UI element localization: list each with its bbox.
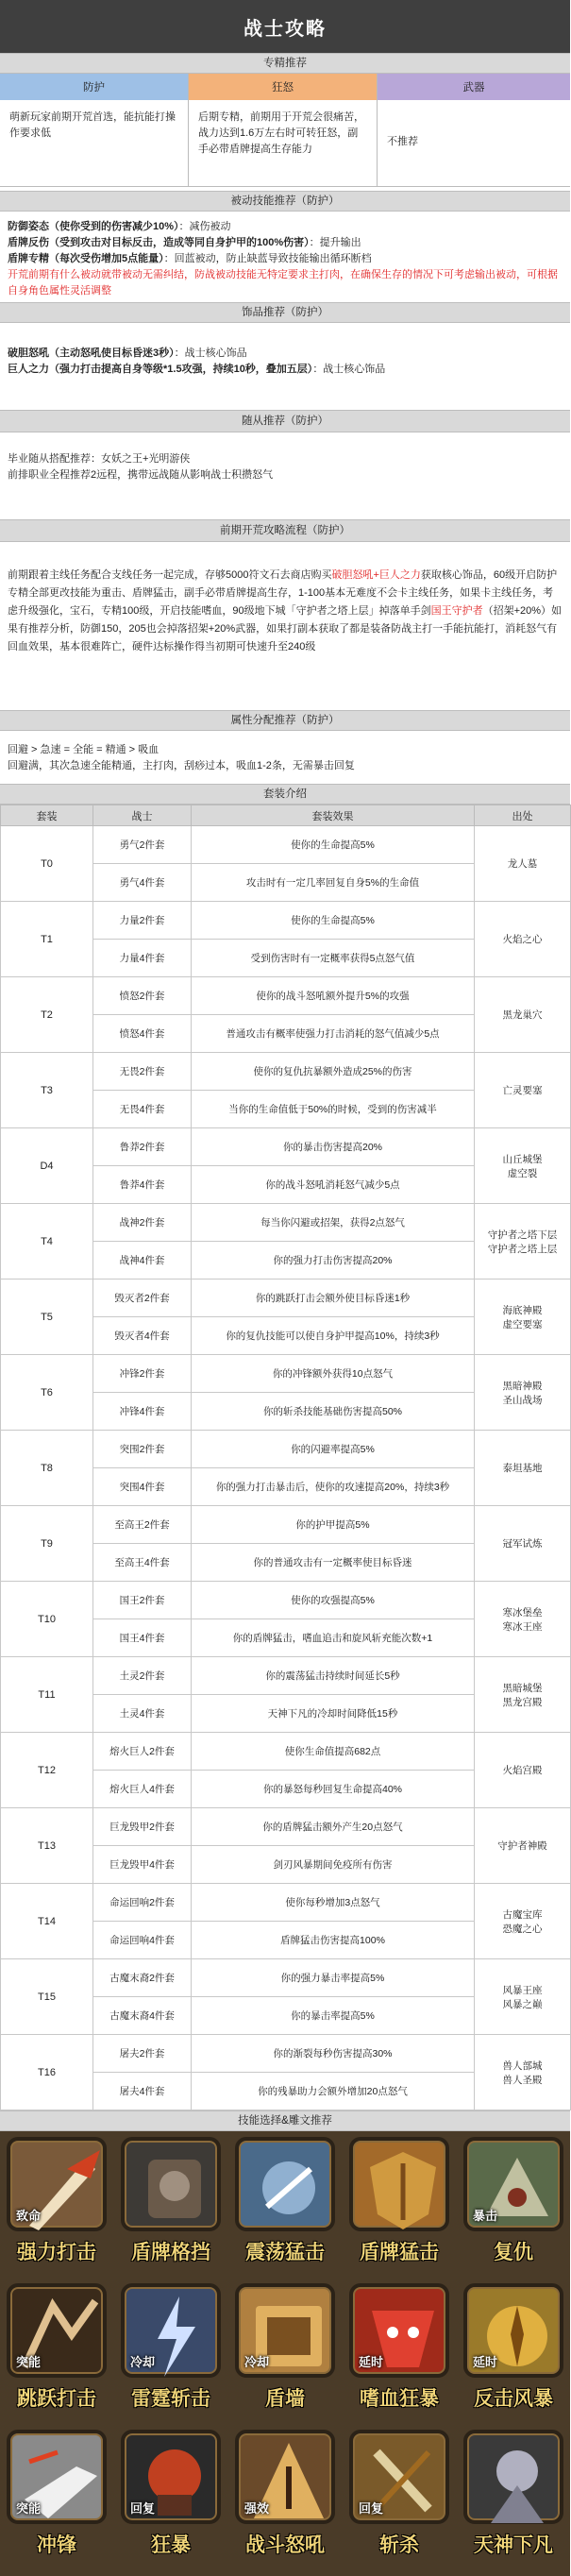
skill-item xyxy=(2,2430,111,2576)
talent-arms-label: 武器 xyxy=(378,74,570,100)
battle-shout-icon xyxy=(235,2430,335,2524)
set-effect: 你的冲锋额外获得10点怒气 xyxy=(192,1355,475,1393)
set-effect: 受到伤害时有一定概率获得5点怒气值 xyxy=(192,940,475,977)
table-row xyxy=(1,1355,571,1393)
set-tier: T6 xyxy=(1,1355,93,1431)
passive-note: 开荒前期有什么被动就带被动无需纠结，防战被动技能无特定要求主打肉，在确保生存的情况下可考虑输出被动，可根据自身角色属性灵活调整 xyxy=(8,269,558,297)
skill-name: 盾牌猛击 xyxy=(360,2242,439,2263)
set-piece: 战神4件套 xyxy=(93,1242,192,1280)
attributes-line: 回避满，其次急速全能精通，主打肉，刮痧过本，吸血1-2条，无需暴击回复 xyxy=(8,760,355,771)
set-effect: 你的护甲提高5% xyxy=(192,1506,475,1544)
set-source: 黑暗神殿 圣山战场 xyxy=(475,1355,571,1431)
set-effect: 你的暴击伤害提高20% xyxy=(192,1128,475,1166)
leveling-part: （招架+20%）如果有推荐分析，防御150，205也会掉落招架+20%武器，如果打副本获取了都是装备防战主打一手能抗能打，消耗怒气有回血效果，基本很难阵亡，硬件达标操作得当初期可快速升至240级 xyxy=(8,605,563,652)
follower-header: 随从推荐（防护） xyxy=(0,410,570,432)
set-source: 古魔宝库 恐魔之心 xyxy=(475,1884,571,1959)
sets-body xyxy=(1,826,571,2110)
table-row xyxy=(1,1506,571,1544)
leveling-header: 前期开荒攻略流程（防护） xyxy=(0,519,570,542)
set-tier: T3 xyxy=(1,1053,93,1128)
set-effect: 当你的生命值低于50%的时候，受到的伤害减半 xyxy=(192,1091,475,1128)
leveling-part: 获取核心饰品，60级开启防护专精全部更改技能为重击、盾牌猛击，副手必带盾牌提高生存，1-100基本无难度不会卡主线任务，如果卡主线任务，考虑升级强化，宝石，专精100级，开启技能嗜血，90级地下城「守护者之塔上层」掉落单手剑 xyxy=(8,569,558,617)
set-tier: T13 xyxy=(1,1808,93,1884)
sets-header-row xyxy=(1,805,571,826)
set-source: 冠军试炼 xyxy=(475,1506,571,1582)
set-piece: 熔火巨人4件套 xyxy=(93,1771,192,1808)
set-piece: 至高王2件套 xyxy=(93,1506,192,1544)
set-effect: 你的斩杀技能基础伤害提高50% xyxy=(192,1393,475,1431)
table-row xyxy=(1,1280,571,1317)
leap-icon xyxy=(7,2283,107,2378)
set-effect: 每当你闪避或招架，获得2点怒气 xyxy=(192,1204,475,1242)
set-tier: T1 xyxy=(1,902,93,977)
set-source: 泰坦基地 xyxy=(475,1431,571,1506)
set-effect: 使你生命值提高682点 xyxy=(192,1733,475,1771)
page-title: 战士攻略 xyxy=(0,0,570,53)
skill-glyph-tag: 暴击 xyxy=(473,2209,498,2223)
talent-protect-text: 萌新玩家前期开荒首选，能抗能打操作要求低 xyxy=(0,100,189,186)
set-effect: 你的盾牌猛击额外产生20点怒气 xyxy=(192,1808,475,1846)
set-piece: 命运回响4件套 xyxy=(93,1922,192,1959)
skill-name: 雷霆斩击 xyxy=(131,2388,210,2410)
skill-item xyxy=(459,2283,568,2430)
talent-header: 专精推荐 xyxy=(0,53,570,74)
set-piece: 屠夫4件套 xyxy=(93,2073,192,2110)
table-row xyxy=(1,2035,571,2073)
set-effect: 你的震荡猛击持续时间延长5秒 xyxy=(192,1657,475,1695)
set-piece: 古魔末裔4件套 xyxy=(93,1997,192,2035)
set-effect: 使你每秒增加3点怒气 xyxy=(192,1884,475,1922)
retaliation-icon xyxy=(463,2283,563,2378)
leveling-highlight: 破胆怒吼+巨人之力 xyxy=(331,569,421,581)
col-set: 套装 xyxy=(1,805,93,826)
skill-item xyxy=(116,2137,226,2283)
skill-glyph-tag: 突能 xyxy=(16,2501,42,2516)
set-effect: 你的暴击率提高5% xyxy=(192,1997,475,2035)
set-effect: 使你的复仇抗暴额外造成25%的伤害 xyxy=(192,1053,475,1091)
table-row xyxy=(1,1128,571,1166)
set-piece: 无畏4件套 xyxy=(93,1091,192,1128)
skill-glyph-tag: 延时 xyxy=(473,2355,498,2369)
set-piece: 战神2件套 xyxy=(93,1204,192,1242)
talent-columns xyxy=(0,74,570,100)
follower-line: 毕业随从搭配推荐：女妖之王+光明游侠 xyxy=(8,453,191,465)
skill-item xyxy=(230,2430,340,2576)
set-effect: 你的盾牌猛击，嗜血追击和旋风斩充能次数+1 xyxy=(192,1619,475,1657)
talent-fury-label: 狂怒 xyxy=(189,74,378,100)
set-tier: T4 xyxy=(1,1204,93,1280)
bloodrage-icon xyxy=(349,2283,449,2378)
set-source: 兽人部城 兽人圣殿 xyxy=(475,2035,571,2110)
skill-item xyxy=(2,2137,111,2283)
skill-row xyxy=(2,2137,568,2283)
set-piece: 国王4件套 xyxy=(93,1619,192,1657)
skill-item xyxy=(2,2283,111,2430)
set-source: 火焰之心 xyxy=(475,902,571,977)
set-effect: 你的闪避率提高5% xyxy=(192,1431,475,1468)
table-row xyxy=(1,1733,571,1771)
set-source: 守护者之塔下层 守护者之塔上层 xyxy=(475,1204,571,1280)
skills-header: 技能选择&雕文推荐 xyxy=(0,2110,570,2131)
set-piece: 至高王4件套 xyxy=(93,1544,192,1582)
set-effect: 你的强力暴击率提高5% xyxy=(192,1959,475,1997)
shield-wall-icon xyxy=(235,2283,335,2378)
attributes-header: 属性分配推荐（防护） xyxy=(0,710,570,731)
skill-name: 复仇 xyxy=(494,2242,533,2263)
set-source: 守护者神殿 xyxy=(475,1808,571,1884)
skill-name: 强力打击 xyxy=(17,2242,96,2263)
skill-item xyxy=(116,2283,226,2430)
set-tier: T10 xyxy=(1,1582,93,1657)
table-row xyxy=(1,1808,571,1846)
skill-item xyxy=(344,2283,454,2430)
set-source: 寒冰堡垒 寒冰王座 xyxy=(475,1582,571,1657)
set-effect: 使你的生命提高5% xyxy=(192,902,475,940)
set-source: 海底神殿 虚空要塞 xyxy=(475,1280,571,1355)
set-piece: 熔火巨人2件套 xyxy=(93,1733,192,1771)
attributes-list xyxy=(0,731,570,784)
table-row xyxy=(1,977,571,1015)
leveling-highlight: 国王守护者 xyxy=(430,605,483,617)
set-effect: 你的渐裂每秒伤害提高30% xyxy=(192,2035,475,2073)
follower-line: 前排职业全程推荐2远程，携带远战随从影响战士积攒怒气 xyxy=(8,469,274,481)
skill-name: 天神下凡 xyxy=(474,2534,553,2556)
set-piece: 毁灭者2件套 xyxy=(93,1280,192,1317)
sets-header: 套装介绍 xyxy=(0,784,570,805)
skills-grid xyxy=(0,2131,570,2576)
set-tier: T5 xyxy=(1,1280,93,1355)
set-effect: 剑刃风暴期间免疫所有伤害 xyxy=(192,1846,475,1884)
skill-name: 冲锋 xyxy=(37,2534,76,2556)
set-effect: 盾牌猛击伤害提高100% xyxy=(192,1922,475,1959)
table-row xyxy=(1,1657,571,1695)
col-warrior: 战士 xyxy=(93,805,192,826)
skill-name: 斩杀 xyxy=(379,2534,419,2556)
set-effect: 你的强力打击暴击后，使你的攻速提高20%，持续3秒 xyxy=(192,1468,475,1506)
skill-item xyxy=(230,2283,340,2430)
accessory-item: 巨人之力（强力打击提高自身等级*1.5攻强，持续10秒，叠加五层）：战士核心饰品 xyxy=(8,364,386,375)
strike-icon xyxy=(7,2137,107,2231)
set-source: 火焰宫殿 xyxy=(475,1733,571,1808)
col-source: 出处 xyxy=(475,805,571,826)
skill-name: 震荡猛击 xyxy=(245,2242,325,2263)
set-tier: T12 xyxy=(1,1733,93,1808)
set-source: 亡灵要塞 xyxy=(475,1053,571,1128)
talent-arms-text: 不推荐 xyxy=(387,136,418,147)
passive-item: 盾牌专精（每次受伤增加5点能量）：回蓝被动，防止缺蓝导致技能输出循环断档 xyxy=(8,253,372,264)
table-row xyxy=(1,1204,571,1242)
skill-row xyxy=(2,2430,568,2576)
set-tier: T15 xyxy=(1,1959,93,2035)
set-effect: 你的复仇技能可以使自身护甲提高10%，持续3秒 xyxy=(192,1317,475,1355)
accessory-header: 饰品推荐（防护） xyxy=(0,302,570,323)
set-tier: T8 xyxy=(1,1431,93,1506)
avatar-icon xyxy=(463,2430,563,2524)
passive-item: 防御姿态（使你受到的伤害减少10%）：减伤被动 xyxy=(8,221,231,232)
set-piece: 土灵4件套 xyxy=(93,1695,192,1733)
set-source: 龙人墓 xyxy=(475,826,571,902)
set-tier: T0 xyxy=(1,826,93,902)
skill-row xyxy=(2,2283,568,2430)
passive-item: 盾牌反伤（受到攻击对目标反击，造成等同自身护甲的100%伤害）：提升输出 xyxy=(8,237,361,248)
set-source: 山丘城堡 虚空裂 xyxy=(475,1128,571,1204)
set-effect: 攻击时有一定几率回复自身5%的生命值 xyxy=(192,864,475,902)
set-effect: 使你的战斗怒吼额外提升5%的攻强 xyxy=(192,977,475,1015)
execute-icon xyxy=(349,2430,449,2524)
leveling-text xyxy=(0,542,570,701)
skill-name: 跳跃打击 xyxy=(17,2388,96,2410)
talent-fury-text: 后期专精，前期用于开荒会很痛苦，战力达到1.6万左右时可转狂怒，副手必带盾牌提高生存能力 xyxy=(189,100,378,186)
set-piece: 古魔末裔2件套 xyxy=(93,1959,192,1997)
set-effect: 你的普通攻击有一定概率使目标昏迷 xyxy=(192,1544,475,1582)
set-effect: 你的残暴助力会额外增加20点怒气 xyxy=(192,2073,475,2110)
set-effect: 普通攻击有概率使强力打击消耗的怒气值减少5点 xyxy=(192,1015,475,1053)
skill-glyph-tag: 冷却 xyxy=(130,2355,156,2369)
revenge-icon xyxy=(463,2137,563,2231)
thunder-icon xyxy=(121,2283,221,2378)
set-effect: 你的强力打击伤害提高20% xyxy=(192,1242,475,1280)
skill-glyph-tag: 致命 xyxy=(16,2209,42,2223)
skill-item xyxy=(344,2430,454,2576)
set-piece: 巨龙毁甲2件套 xyxy=(93,1808,192,1846)
shield-block-icon xyxy=(121,2137,221,2231)
set-piece: 愤怒2件套 xyxy=(93,977,192,1015)
skill-glyph-tag: 回复 xyxy=(130,2501,156,2516)
skill-glyph-tag: 冷却 xyxy=(244,2355,270,2369)
set-tier: T16 xyxy=(1,2035,93,2110)
set-source: 黑龙巢穴 xyxy=(475,977,571,1053)
skill-item xyxy=(230,2137,340,2283)
set-piece: 巨龙毁甲4件套 xyxy=(93,1846,192,1884)
skill-name: 盾墙 xyxy=(265,2388,305,2410)
set-piece: 毁灭者4件套 xyxy=(93,1317,192,1355)
set-piece: 命运回响2件套 xyxy=(93,1884,192,1922)
leveling-part: 前期跟着主线任务配合支线任务一起完成，存够5000符文石去商店购买 xyxy=(8,569,332,581)
set-piece: 力量4件套 xyxy=(93,940,192,977)
set-piece: 土灵2件套 xyxy=(93,1657,192,1695)
set-piece: 冲锋4件套 xyxy=(93,1393,192,1431)
set-effect: 你的战斗怒吼消耗怒气减少5点 xyxy=(192,1166,475,1204)
attributes-line: 回避 > 急速 = 全能 = 精通 > 吸血 xyxy=(8,744,160,755)
set-effect: 使你的攻强提高5% xyxy=(192,1582,475,1619)
skill-glyph-tag: 延时 xyxy=(359,2355,384,2369)
set-tier: T2 xyxy=(1,977,93,1053)
accessory-item: 破胆怒吼（主动怒吼使目标昏迷3秒）：战士核心饰品 xyxy=(8,347,247,359)
set-effect: 天神下凡的冷却时间降低15秒 xyxy=(192,1695,475,1733)
set-tier: D4 xyxy=(1,1128,93,1204)
shockwave-icon xyxy=(235,2137,335,2231)
table-row xyxy=(1,1431,571,1468)
col-effect: 套装效果 xyxy=(192,805,475,826)
talent-body xyxy=(0,100,570,187)
accessory-list xyxy=(0,323,570,398)
skill-name: 狂暴 xyxy=(151,2534,191,2556)
shield-slam-icon xyxy=(349,2137,449,2231)
set-source: 风暴王座 风暴之巅 xyxy=(475,1959,571,2035)
table-row xyxy=(1,1959,571,1997)
set-effect: 你的跳跃打击会额外使目标昏迷1秒 xyxy=(192,1280,475,1317)
set-piece: 屠夫2件套 xyxy=(93,2035,192,2073)
set-effect: 你的暴怒每秒回复生命提高40% xyxy=(192,1771,475,1808)
skill-glyph-tag: 回复 xyxy=(359,2501,384,2516)
set-piece: 冲锋2件套 xyxy=(93,1355,192,1393)
table-row xyxy=(1,1053,571,1091)
table-row xyxy=(1,1884,571,1922)
sets-table xyxy=(0,805,571,2110)
set-piece: 力量2件套 xyxy=(93,902,192,940)
follower-list xyxy=(0,432,570,508)
skill-glyph-tag: 突能 xyxy=(16,2355,42,2369)
set-piece: 突围2件套 xyxy=(93,1431,192,1468)
set-tier: T9 xyxy=(1,1506,93,1582)
set-piece: 无畏2件套 xyxy=(93,1053,192,1091)
set-piece: 鲁莽4件套 xyxy=(93,1166,192,1204)
skill-item xyxy=(459,2137,568,2283)
set-piece: 鲁莽2件套 xyxy=(93,1128,192,1166)
skill-item xyxy=(459,2430,568,2576)
passive-list xyxy=(0,212,570,297)
set-piece: 勇气2件套 xyxy=(93,826,192,864)
set-piece: 突围4件套 xyxy=(93,1468,192,1506)
skill-name: 反击风暴 xyxy=(474,2388,553,2410)
set-effect: 使你的生命提高5% xyxy=(192,826,475,864)
skill-name: 嗜血狂暴 xyxy=(360,2388,439,2410)
talent-protect-label: 防护 xyxy=(0,74,189,100)
set-tier: T11 xyxy=(1,1657,93,1733)
skill-item xyxy=(344,2137,454,2283)
table-row xyxy=(1,902,571,940)
table-row xyxy=(1,826,571,864)
table-row xyxy=(1,1582,571,1619)
skill-name: 战斗怒吼 xyxy=(245,2534,325,2556)
passive-header: 被动技能推荐（防护） xyxy=(0,191,570,212)
charge-icon xyxy=(7,2430,107,2524)
set-piece: 勇气4件套 xyxy=(93,864,192,902)
set-tier: T14 xyxy=(1,1884,93,1959)
skill-name: 盾牌格挡 xyxy=(131,2242,210,2263)
skill-glyph-tag: 强效 xyxy=(244,2501,270,2516)
berserk-icon xyxy=(121,2430,221,2524)
skill-item xyxy=(116,2430,226,2576)
set-source: 黑暗城堡 黑龙宫殿 xyxy=(475,1657,571,1733)
set-piece: 愤怒4件套 xyxy=(93,1015,192,1053)
set-piece: 国王2件套 xyxy=(93,1582,192,1619)
